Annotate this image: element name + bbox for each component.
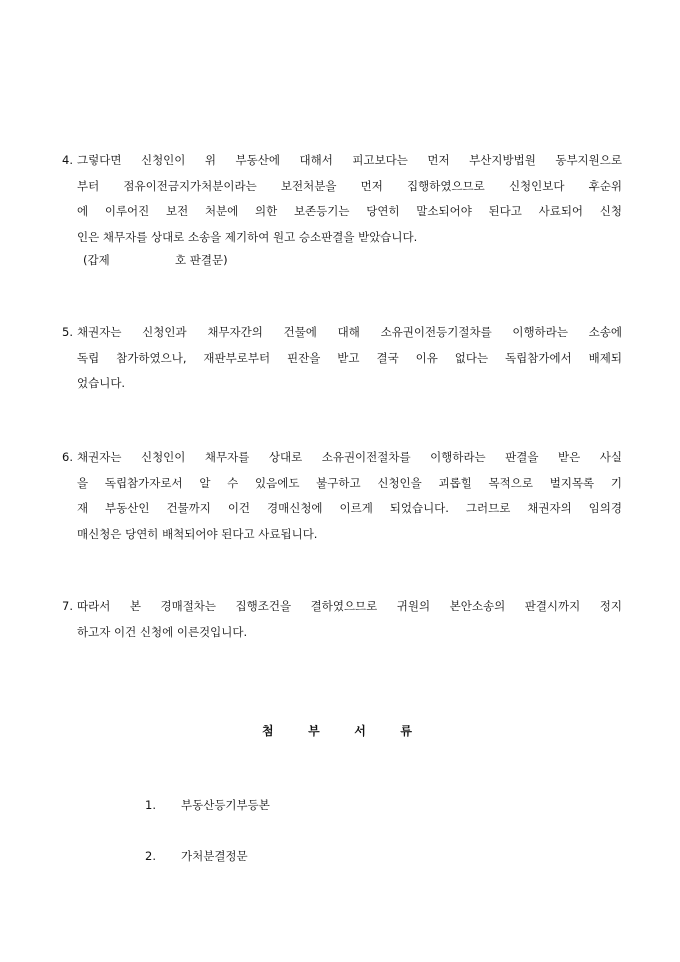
paragraph-line: 재 부동산인 건물까지 이건 경매신청에 이르게 되었습니다. 그러므로 채권자의 임의경 (77, 501, 622, 515)
paragraph-7 (62, 594, 622, 645)
paragraph-line: 부터 점유이전금지가처분이라는 보전처분을 먼저 집행하였으므로 신청인보다 후순위 (77, 178, 622, 193)
paragraph-5 (62, 320, 622, 397)
attachment-number: 1. (145, 798, 156, 812)
heading-char: 류 (400, 724, 412, 738)
paragraph-line: 을 독립참가자로서 알 수 있음에도 불구하고 신청인을 괴롭힐 목적으로 벌지목록 기 (77, 475, 622, 490)
case-reference (83, 252, 228, 268)
paragraph-line: 그렇다면 신청인이 위 부동산에 대해서 피고보다는 먼저 부산지방법원 동부지원으로 (77, 153, 622, 167)
paragraph-line: 하고자 이건 신청에 이른것입니다. (77, 624, 248, 639)
paragraph-line: 따라서 본 경매절차는 집행조건을 결하였으므로 귀원의 본안소송의 판결시까지 정지 (77, 599, 622, 613)
attachment-number: 2. (145, 849, 156, 863)
case-reference-open: (갑제 (83, 253, 110, 267)
paragraph-line: 독립 참가하였으나, 재판부로부터 핀잔을 받고 결국 이유 없다는 독립참가에서 배제되 (77, 350, 622, 365)
paragraph-number: 7. (62, 599, 73, 613)
attachments-heading (262, 722, 412, 739)
heading-char: 첨 (262, 724, 274, 738)
paragraph-number: 5. (62, 325, 73, 339)
heading-char: 부 (308, 724, 320, 738)
heading-char: 서 (354, 724, 366, 738)
paragraph-line: 채권자는 신청인이 채무자를 상대로 소유권이전절차를 이행하라는 판결을 받은 사실 (77, 450, 622, 464)
paragraph-line: 에 이루어진 보전 처분에 의한 보존등기는 당연히 말소되어야 된다고 사료되어 신청 (77, 204, 622, 218)
paragraph-line: 채권자는 신청인과 채무자간의 건물에 대해 소유권이전등기절차를 이행하라는 소송에 (77, 325, 622, 339)
attachment-label: 가처분결정문 (181, 849, 248, 863)
paragraph-4 (62, 148, 622, 250)
attachment-label: 부동산등기부등본 (181, 798, 270, 812)
paragraph-line: 었습니다. (77, 376, 126, 390)
case-reference-close: 호 판결문) (175, 253, 228, 267)
paragraph-number: 6. (62, 450, 73, 464)
paragraph-line: 인은 채무자를 상대로 소송을 제기하여 원고 승소판결을 받았습니다. (77, 229, 418, 244)
paragraph-number: 4. (62, 153, 73, 167)
attachment-item (145, 848, 248, 864)
attachment-item (145, 797, 270, 813)
paragraph-6 (62, 445, 622, 547)
paragraph-line: 매신청은 당연히 배척되어야 된다고 사료됩니다. (77, 526, 318, 541)
